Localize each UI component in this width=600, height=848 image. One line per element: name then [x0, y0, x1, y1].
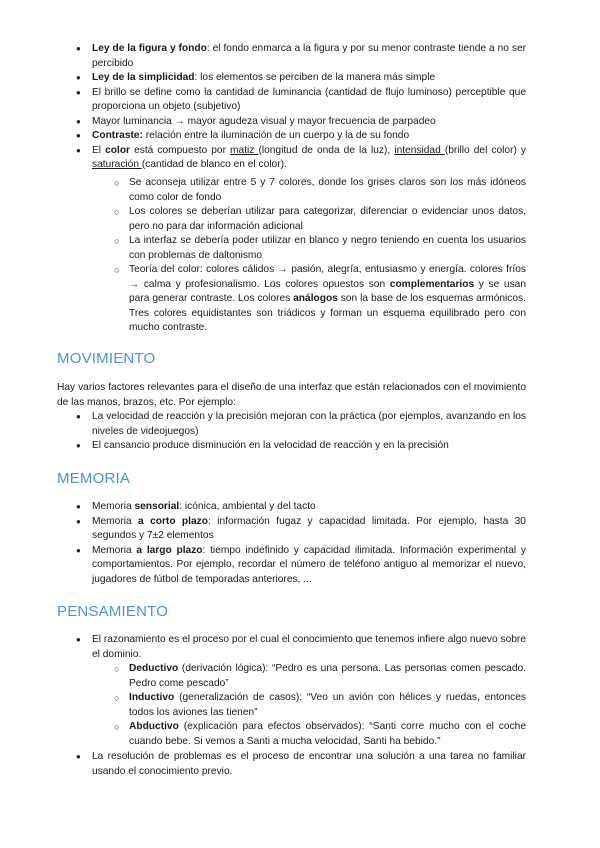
bullet-icon: ●	[76, 73, 81, 82]
top-bullet-list	[76, 42, 527, 173]
sub-list-item: ○ Inductivo (generalización de casos): “Veo un avión con hélices y ruedas, entonces todos los aviones las tienen”	[114, 692, 526, 718]
color-sub-list	[114, 176, 526, 336]
movimiento-list	[76, 410, 526, 454]
heading-memoria: MEMORIA	[57, 470, 131, 487]
list-item: ● Contraste: relación entre la iluminación de un cuerpo y la de su fondo	[92, 129, 526, 144]
bullet-icon: ●	[76, 545, 81, 555]
sub-list-item: ○ Los colores se deberían utilizar para categorizar, diferenciar o evidenciar unos datos, pero no para dar información adicional	[114, 206, 526, 232]
sub-list-item: ○ Se aconseja utilizar entre 5 y 7 colores, donde los grises claros son los más idóneos como color de fondo	[114, 177, 526, 203]
bullet-icon: ●	[76, 87, 81, 97]
sub-list-item: ○ Deductivo (derivación lógica): “Pedro es una persona. Las personas comen pescado. Pedro come pescado”	[114, 663, 526, 689]
circle-bullet-icon: ○	[114, 265, 120, 275]
circle-bullet-icon: ○	[114, 722, 120, 732]
list-item: ● La velocidad de reacción y la precisión mejoran con la práctica (por ejemplos, avanzando en los niveles de videojuegos)	[76, 411, 526, 437]
list-item: ● Memoria a corto plazo: información fugaz y capacidad limitada. Por ejemplo, hasta 30 segundos y 7±2 elementos	[76, 515, 526, 541]
bullet-icon: ●	[76, 131, 81, 140]
bullet-icon: ●	[76, 635, 81, 644]
circle-bullet-icon: ○	[114, 693, 120, 703]
circle-bullet-icon: ○	[114, 664, 120, 674]
list-item: ● El razonamiento es el proceso por el cual el conocimiento que tenemos infiere algo nuevo sobre el dominio.	[76, 634, 526, 660]
heading-pensamiento: PENSAMIENTO	[57, 603, 169, 620]
bullet-icon: ●	[76, 412, 81, 421]
bullet-icon: ●	[76, 752, 81, 761]
list-item-color: ● El color está compuesto por matiz (longitud de onda de la luz), intensidad (brillo del color) y saturación (cantidad de blanco en el color).	[76, 144, 527, 170]
pensamiento-list-2	[76, 750, 526, 779]
pensamiento-list	[76, 633, 526, 662]
pensamiento-sub-list	[114, 662, 526, 749]
list-item: ● Ley de la simplicidad: los elementos se perciben de la manera más simple	[92, 71, 526, 86]
sub-list-item: ○ Teoría del color: colores cálidos → pasión, alegría, entusiasmo y energía. colores fríos → calma y profesionalismo. Los colores opuestos son complementarios y se usan para generar contraste. Los colores análogos son la base de los esquemas armónicos. Tres colores equidistantes son triádicos y forman un esquema equilibrado pero con mucho contraste.	[114, 264, 526, 333]
sub-list-item: ○ Abductivo (explicación para efectos observados): “Santi corre mucho con el coche cuando bebe. Si vemos a Santi a mucha velocidad, Santi ha bebido.”	[114, 721, 526, 747]
list-item: ● Mayor luminancia → mayor agudeza visual y mayor frecuencia de parpadeo	[92, 115, 526, 130]
list-item: ● Ley de la figura y fondo: el fondo enmarca a la figura y por su menor contraste tiende a no ser percibido	[76, 43, 526, 69]
list-item: ● Memoria a largo plazo: tiempo indefinido y capacidad ilimitada. Información experimental y comportamientos. Por ejemplo, recordar el número de teléfono antiguo al memorizar el nuevo, jugadores de fútbol de temporadas anteriores, ...	[76, 544, 526, 585]
bullet-icon: ●	[76, 145, 81, 155]
movimiento-intro: Hay varios factores relevantes para el diseño de una interfaz que están relacionados con el movimiento de las manos, brazos, etc. Por ejemplo:	[57, 382, 526, 408]
circle-bullet-icon: ○	[114, 236, 120, 246]
list-item: ● El cansancio produce disminución en la velocidad de reacción y en la precisión	[92, 439, 526, 454]
heading-movimiento: MOVIMIENTO	[57, 350, 156, 367]
sub-list-item: ○ La interfaz se debería poder utilizar en blanco y negro teniendo en cuenta los usuarios con problemas de daltonismo	[114, 235, 526, 261]
bullet-icon: ●	[76, 516, 81, 526]
list-item: ● El brillo se define como la cantidad de luminancia (cantidad de flujo luminoso) perceptible que proporciona un objeto (subjetivo)	[76, 86, 526, 112]
bullet-icon: ●	[76, 44, 81, 53]
bullet-icon: ●	[76, 441, 81, 450]
list-item: ● Memoria sensorial: icónica, ambiental y del tacto	[92, 500, 526, 515]
bullet-icon: ●	[76, 116, 81, 126]
bullet-icon: ●	[76, 502, 81, 511]
list-item: ● La resolución de problemas es el proceso de encontrar una solución a una tarea no familiar usando el conocimiento previo.	[76, 751, 526, 777]
circle-bullet-icon: ○	[114, 178, 120, 188]
memoria-list	[76, 500, 526, 587]
circle-bullet-icon: ○	[114, 207, 120, 217]
